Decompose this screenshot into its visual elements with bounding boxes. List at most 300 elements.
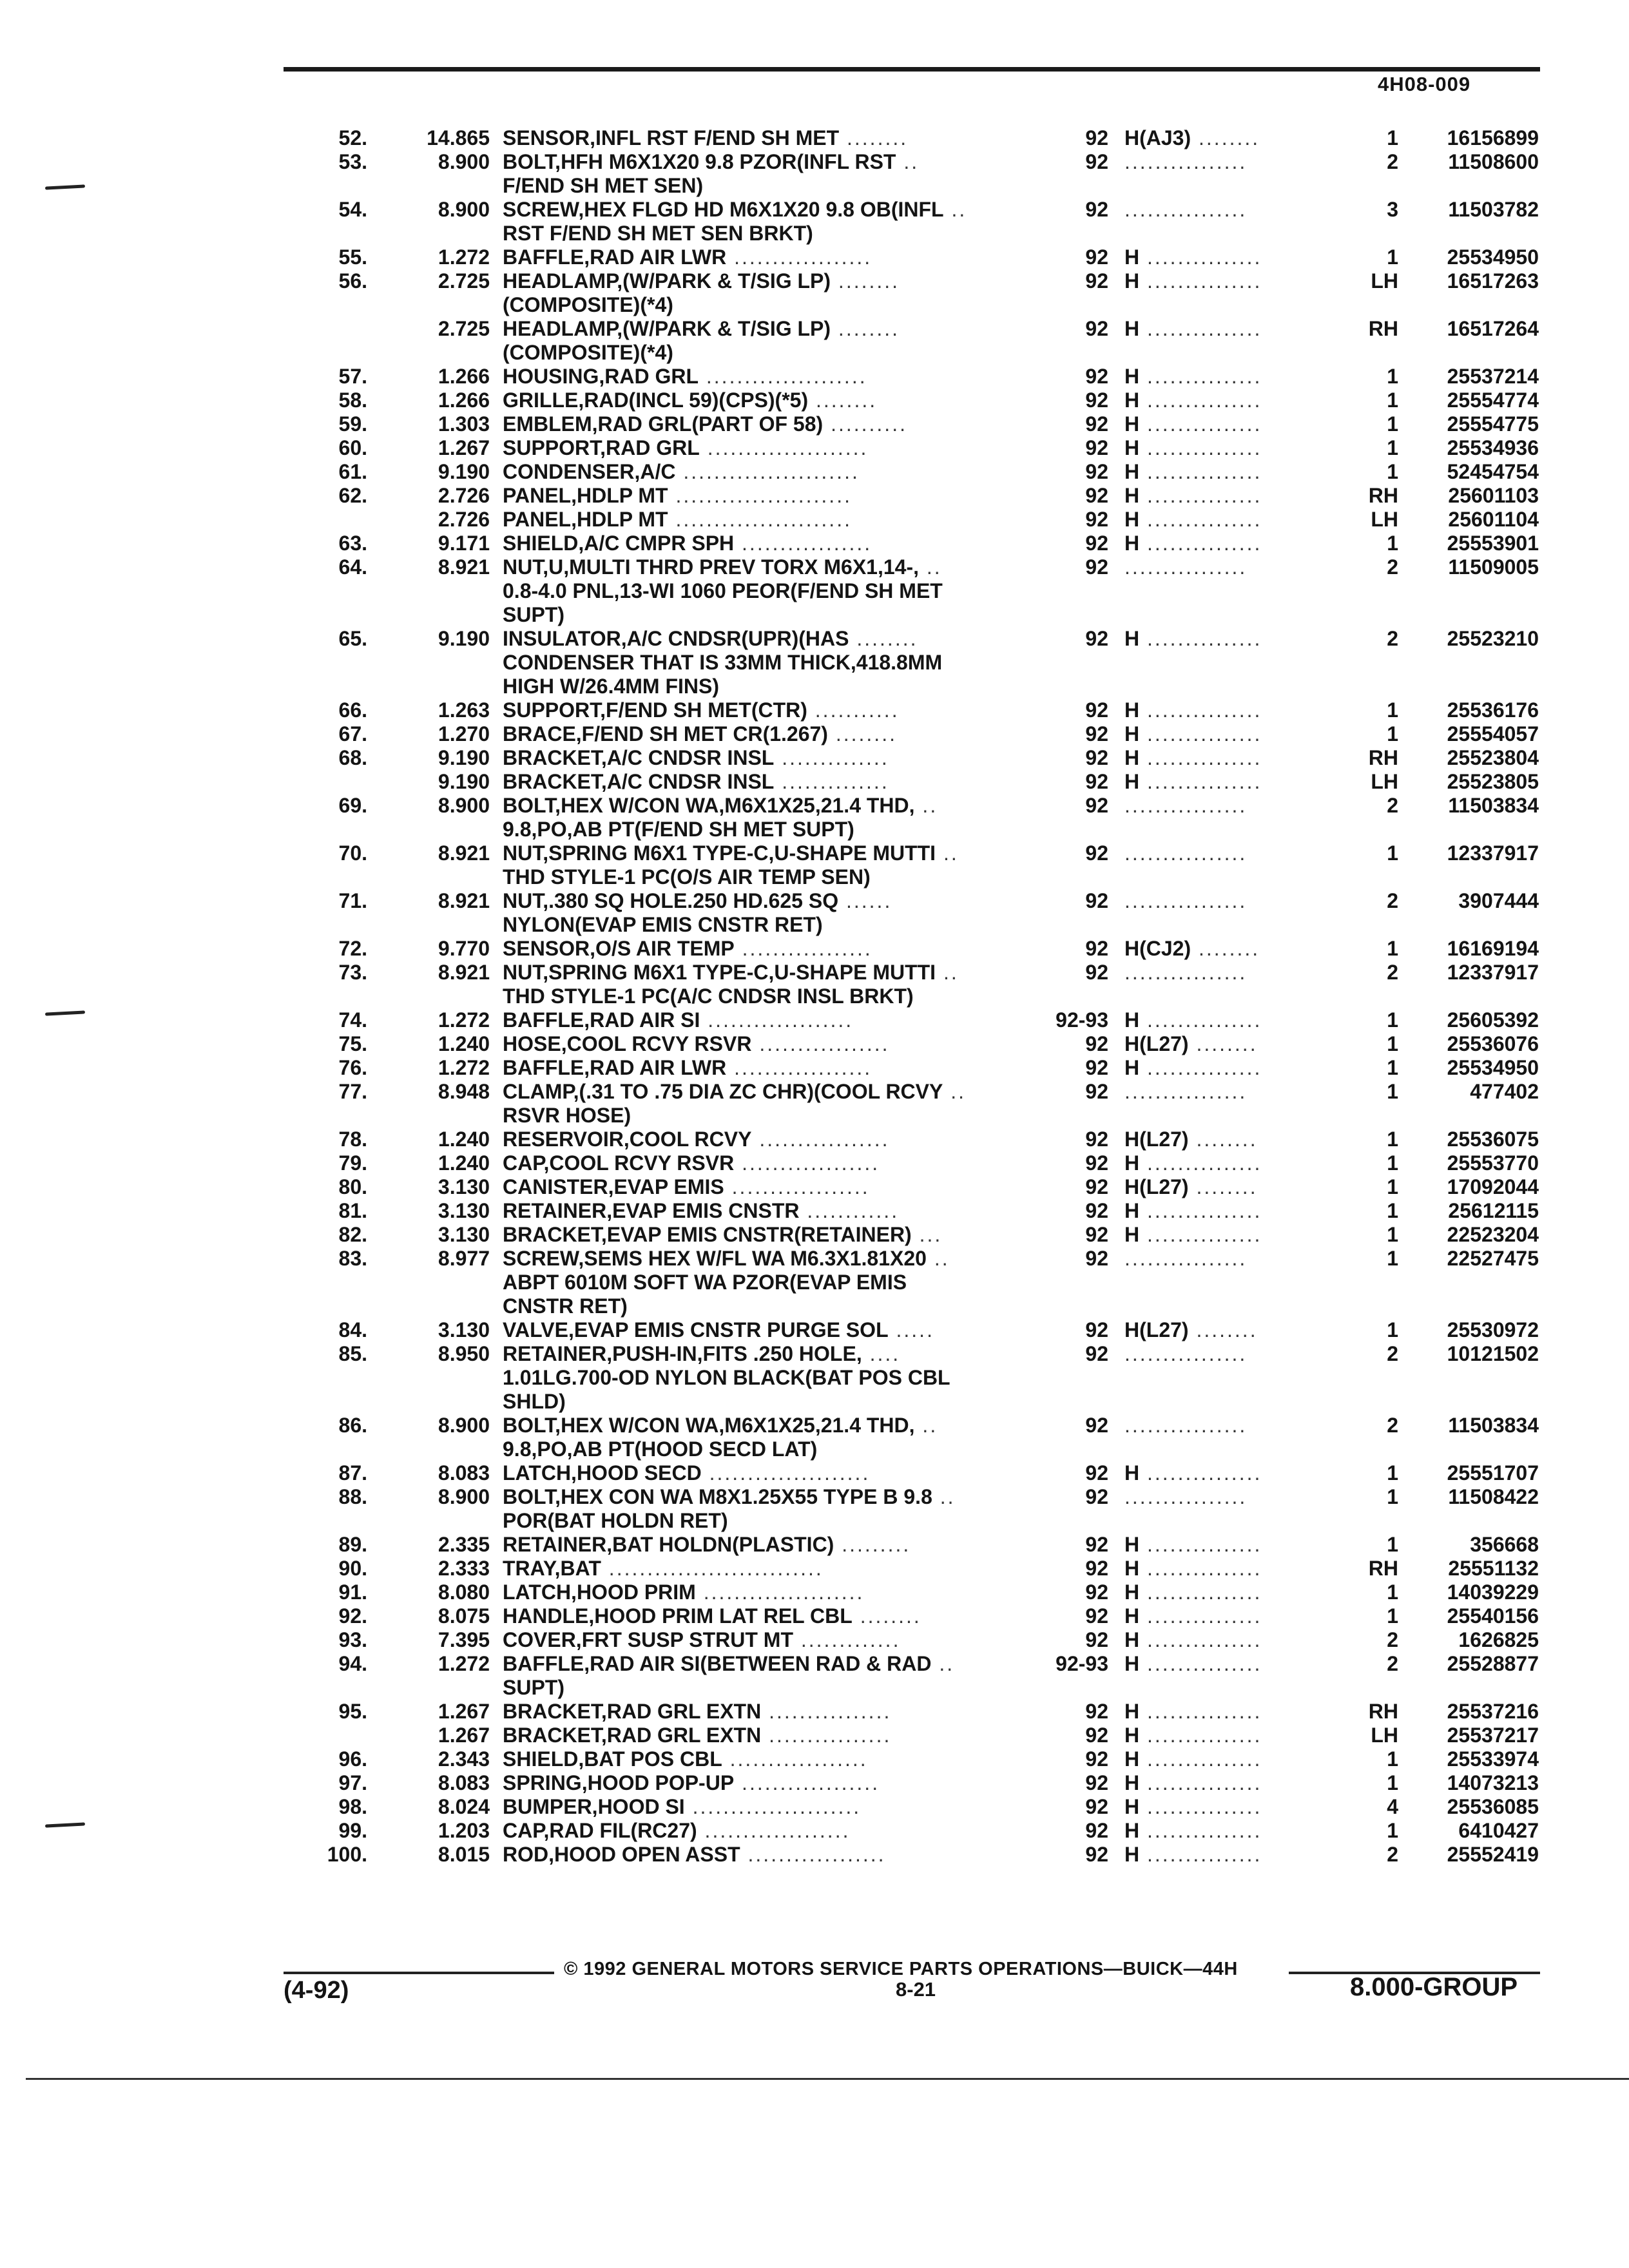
dot-leader: ............... [1139, 1461, 1262, 1485]
model-code [1124, 555, 1247, 579]
description [503, 460, 860, 484]
model-year: 92 [1085, 1843, 1108, 1866]
quantity: 1 [1387, 937, 1398, 960]
table-row [0, 484, 1629, 508]
description [503, 1724, 891, 1747]
item-number: 71. [338, 889, 367, 912]
item-number: 93. [338, 1628, 367, 1651]
table-row [0, 1414, 1629, 1437]
table-row [0, 818, 1629, 841]
group-number: 1.270 [438, 722, 490, 745]
part-number: 25540156 [1447, 1604, 1539, 1628]
model-code [1124, 722, 1262, 746]
dot-leader: ........ [1188, 1128, 1258, 1151]
footer-rule [284, 1972, 554, 1974]
model-code [1124, 269, 1262, 293]
item-number: 52. [338, 126, 367, 149]
table-row [0, 1199, 1629, 1223]
model-code [1124, 412, 1262, 436]
quantity: 1 [1387, 841, 1398, 865]
part-number: 17092044 [1447, 1175, 1539, 1198]
table-row [0, 1509, 1629, 1533]
part-modifier: ,BAT HOLDN(PLASTIC) [606, 1533, 834, 1556]
table-row [0, 675, 1629, 698]
quantity: 3 [1387, 198, 1398, 221]
description [503, 1008, 853, 1032]
model-year: 92 [1085, 1056, 1108, 1079]
part-noun: SCREW [503, 198, 579, 221]
group-number: 1.272 [438, 1056, 490, 1079]
model-year: 92 [1085, 555, 1108, 579]
description [503, 1080, 966, 1104]
description [503, 1533, 911, 1557]
quantity: 1 [1387, 389, 1398, 412]
part-number: 25537217 [1447, 1724, 1539, 1747]
part-noun: BOLT [503, 1485, 555, 1508]
dot-leader: ...... [838, 889, 892, 912]
part-noun: CAP [503, 1819, 544, 1842]
quantity: 1 [1387, 532, 1398, 555]
part-noun: SENSOR [503, 126, 590, 149]
model-code [1124, 317, 1262, 341]
part-modifier: ,.380 SQ HOLE.250 HD.625 SQ [543, 889, 839, 912]
dot-leader: ............... [1139, 412, 1262, 436]
item-number: 91. [338, 1581, 367, 1604]
model-year: 92 [1085, 412, 1108, 436]
part-noun: BRACE [503, 722, 576, 745]
model-code [1124, 1414, 1247, 1437]
model-code-text: H [1124, 722, 1140, 745]
model-year: 92 [1085, 1199, 1108, 1222]
quantity: 2 [1387, 1342, 1398, 1365]
model-code-text: H [1124, 412, 1140, 436]
part-number: 25554775 [1447, 412, 1539, 436]
part-modifier: ,COOL RCVY RSVR [543, 1151, 735, 1175]
model-year: 92 [1085, 1461, 1108, 1485]
item-number: 79. [338, 1151, 367, 1175]
part-modifier: 0.8-4.0 PNL,13-WI 1060 PEOR(F/END SH MET [503, 579, 943, 602]
part-number: 52454754 [1447, 460, 1539, 483]
model-year: 92 [1085, 1747, 1108, 1771]
table-row [0, 889, 1629, 913]
dot-leader: .. [931, 1652, 955, 1675]
table-row [0, 698, 1629, 722]
group-number: 9.190 [438, 746, 490, 769]
model-year: 92 [1085, 532, 1108, 555]
group-number: 1.263 [438, 698, 490, 722]
part-number: 14073213 [1447, 1771, 1539, 1794]
table-row [0, 436, 1629, 460]
table-row [0, 1843, 1629, 1867]
model-code [1124, 1581, 1262, 1604]
quantity: 1 [1387, 1056, 1398, 1079]
part-noun: SCREW [503, 1247, 579, 1270]
dot-leader: .................. [726, 1056, 872, 1079]
item-number: 90. [338, 1557, 367, 1580]
part-modifier: ,RAD GRL EXTN [601, 1724, 762, 1747]
item-number: 89. [338, 1533, 367, 1556]
part-noun: SHIELD [503, 532, 579, 555]
dot-leader: ................... [697, 1819, 851, 1842]
dot-leader: .. [936, 841, 959, 865]
part-modifier: ABPT 6010M SOFT WA PZOR(EVAP EMIS [503, 1271, 907, 1294]
part-number: 16169194 [1447, 937, 1539, 960]
bottom-line [26, 2078, 1629, 2080]
description [503, 1485, 956, 1509]
model-code [1124, 1175, 1258, 1199]
dot-leader: ............... [1139, 1724, 1262, 1747]
page-number: 8-21 [896, 1978, 936, 2001]
dot-leader: ............... [1139, 1652, 1262, 1675]
table-row [0, 341, 1629, 365]
part-number: 25523805 [1447, 770, 1539, 793]
part-modifier: ,EVAP EMIS CNSTR(RETAINER) [601, 1223, 912, 1246]
model-year: 92 [1085, 1223, 1108, 1246]
dot-leader: ................ [1124, 1414, 1248, 1437]
model-year: 92 [1085, 841, 1108, 865]
dot-leader: ............... [1139, 389, 1262, 412]
description [503, 1461, 870, 1485]
item-number: 61. [338, 460, 367, 483]
table-row [0, 651, 1629, 675]
part-modifier: ,A/C CNDSR INSL [601, 746, 775, 769]
group-number: 1.267 [438, 436, 490, 459]
model-code-text: H [1124, 1700, 1140, 1723]
group-number: 8.950 [438, 1342, 490, 1365]
model-code [1124, 1819, 1262, 1843]
part-modifier: RSVR HOSE) [503, 1104, 631, 1127]
table-row [0, 198, 1629, 222]
model-code-text: H [1124, 1581, 1140, 1604]
part-number: 22523204 [1447, 1223, 1539, 1246]
part-noun: CONDENSER [503, 460, 635, 483]
part-modifier: ,HOOD OPEN ASST [548, 1843, 740, 1866]
part-modifier: 1.01LG.700-OD NYLON BLACK(BAT POS CBL [503, 1366, 950, 1389]
part-modifier: ,A/C [634, 460, 676, 483]
description [503, 341, 673, 365]
part-modifier: ,A/C CMPR SPH [578, 532, 735, 555]
part-modifier: NYLON(EVAP EMIS CNSTR RET) [503, 913, 823, 936]
part-noun: BRACKET [503, 746, 601, 769]
part-noun: RETAINER [503, 1199, 607, 1222]
part-noun: HANDLE [503, 1604, 589, 1628]
part-noun: SUPPORT [503, 698, 601, 722]
group-number: 3.130 [438, 1318, 490, 1341]
table-row [0, 317, 1629, 341]
quantity: LH [1371, 508, 1398, 531]
dot-leader: ........ [839, 126, 909, 149]
group-number: 2.725 [438, 317, 490, 340]
table-row [0, 937, 1629, 961]
dot-leader: .. [914, 794, 938, 817]
description [503, 1390, 566, 1414]
part-modifier: F/END SH MET SEN) [503, 174, 704, 197]
group-number: 2.343 [438, 1747, 490, 1771]
page-id: 4H08-009 [1378, 73, 1471, 95]
group-number: 9.190 [438, 627, 490, 650]
model-year: 92 [1085, 1795, 1108, 1818]
model-year: 92 [1085, 365, 1108, 388]
dot-leader: ............... [1139, 460, 1262, 483]
model-year: 92 [1085, 1628, 1108, 1651]
model-code-text: H [1124, 1724, 1140, 1747]
dot-leader: .............. [774, 746, 889, 769]
part-number: 25551132 [1448, 1557, 1539, 1580]
part-number: 25601104 [1448, 508, 1539, 531]
group-number: 1.266 [438, 365, 490, 388]
dot-leader: ............... [1139, 627, 1262, 650]
table-row [0, 1247, 1629, 1271]
part-number: 25554774 [1447, 389, 1539, 412]
group-number: 1.267 [438, 1724, 490, 1747]
part-modifier: ,A/C CNDSR INSL [601, 770, 775, 793]
model-year: 92-93 [1055, 1008, 1108, 1032]
part-number: 25552419 [1447, 1843, 1539, 1866]
part-modifier: ,RAD AIR SI(BETWEEN RAD & RAD [584, 1652, 932, 1675]
part-modifier: (COMPOSITE)(*4) [503, 293, 673, 316]
part-modifier: ,COOL RCVY RSVR [561, 1032, 752, 1055]
part-noun: CANISTER [503, 1175, 608, 1198]
part-noun: NUT [503, 555, 543, 579]
quantity: 1 [1387, 1175, 1398, 1198]
item-number: 66. [338, 698, 367, 722]
part-noun: SHIELD [503, 1747, 579, 1771]
quantity: 1 [1387, 1247, 1398, 1270]
table-row [0, 1318, 1629, 1342]
part-number: 25536075 [1447, 1128, 1539, 1151]
model-code-text: H [1124, 1843, 1140, 1866]
item-number: 77. [338, 1080, 367, 1103]
dot-leader: ........ [1188, 1175, 1258, 1198]
model-code-text: H [1124, 698, 1140, 722]
group-number: 8.900 [438, 1485, 490, 1508]
part-modifier: ,SPRING M6X1 TYPE-C,U-SHAPE MUTTI [543, 961, 936, 984]
model-code [1124, 1652, 1262, 1676]
item-number: 63. [338, 532, 367, 555]
part-number: 16517264 [1447, 317, 1539, 340]
part-modifier: ,RAD AIR SI [584, 1008, 700, 1032]
dot-leader: ....................... [668, 508, 852, 531]
quantity: 1 [1387, 1581, 1398, 1604]
description [503, 1199, 899, 1223]
description [503, 150, 919, 174]
part-number: 11509005 [1448, 555, 1539, 579]
model-code [1124, 1056, 1262, 1080]
description [503, 746, 889, 770]
part-noun: BRACKET [503, 1700, 601, 1723]
model-code-text: H [1124, 484, 1140, 507]
dot-leader: ............... [1139, 1628, 1262, 1651]
model-year: 92 [1085, 484, 1108, 507]
part-number: 11503782 [1448, 198, 1539, 221]
model-code [1124, 1700, 1262, 1724]
part-modifier: SUPT) [503, 603, 564, 626]
dot-leader: ........... [807, 698, 900, 722]
item-number: 78. [338, 1128, 367, 1151]
part-modifier: ,RAD GRL EXTN [601, 1700, 762, 1723]
dot-leader: ............... [1139, 365, 1262, 388]
model-code-text: H [1124, 1628, 1140, 1651]
table-row [0, 1581, 1629, 1604]
dot-leader: ............... [1139, 1223, 1262, 1246]
part-modifier: ,HEX W/CON WA,M6X1X25,21.4 THD, [555, 794, 915, 817]
quantity: 1 [1387, 1771, 1398, 1794]
part-noun: CAP [503, 1151, 544, 1175]
model-year: 92 [1085, 269, 1108, 293]
dot-leader: .. [936, 961, 959, 984]
quantity: LH [1371, 1724, 1398, 1747]
dot-leader: ................ [1124, 1485, 1248, 1508]
dot-leader: ............... [1139, 1700, 1262, 1723]
copyright-notice: © 1992 GENERAL MOTORS SERVICE PARTS OPERATIONS—BUICK—44H [564, 1959, 1238, 1979]
dot-leader: .............. [774, 770, 889, 793]
model-code-text: H [1124, 269, 1140, 293]
model-year: 92 [1085, 1557, 1108, 1580]
table-row [0, 1128, 1629, 1151]
model-code-text: H [1124, 1056, 1140, 1079]
description [503, 269, 900, 293]
dot-leader: .. [943, 198, 967, 221]
dot-leader: ................ [1124, 1080, 1248, 1103]
table-row [0, 293, 1629, 317]
description [503, 1652, 954, 1676]
model-code-text: H [1124, 1795, 1140, 1818]
top-rule [284, 67, 1540, 72]
dot-leader: ......... [834, 1533, 911, 1556]
part-number: 25534936 [1447, 436, 1539, 459]
item-number: 67. [338, 722, 367, 745]
description [503, 1104, 631, 1128]
group-number: 1.272 [438, 1008, 490, 1032]
description [503, 889, 892, 913]
model-code [1124, 508, 1262, 532]
dot-leader: .................. [724, 1175, 870, 1198]
model-code-text: H [1124, 627, 1140, 650]
part-noun: VALVE [503, 1318, 568, 1341]
quantity: 1 [1387, 1318, 1398, 1341]
table-row [0, 1390, 1629, 1414]
model-code [1124, 198, 1247, 222]
table-row [0, 794, 1629, 818]
model-year: 92 [1085, 722, 1108, 745]
item-number: 99. [338, 1819, 367, 1842]
dot-leader: ............... [1139, 746, 1262, 769]
description [503, 1342, 900, 1366]
part-noun: RETAINER [503, 1342, 607, 1365]
group-number: 2.726 [438, 508, 490, 531]
dot-leader: .................. [734, 1771, 880, 1794]
model-code-text: H [1124, 1819, 1140, 1842]
quantity: 1 [1387, 245, 1398, 269]
dot-leader: .................. [722, 1747, 868, 1771]
model-code-text: H [1124, 770, 1140, 793]
model-code-text: H [1124, 1008, 1140, 1032]
description [503, 1318, 934, 1342]
description [503, 555, 942, 579]
table-row [0, 1604, 1629, 1628]
description [503, 245, 872, 269]
model-code [1124, 889, 1247, 913]
part-noun: HEADLAMP [503, 317, 617, 340]
dot-leader: ... [911, 1223, 943, 1246]
model-code-text: H [1124, 1199, 1140, 1222]
dot-leader: .................. [734, 1151, 880, 1175]
item-number: 84. [338, 1318, 367, 1341]
description [503, 1271, 907, 1294]
dot-leader: ............... [1139, 1581, 1262, 1604]
part-noun: PANEL [503, 508, 572, 531]
item-number: 98. [338, 1795, 367, 1818]
model-code [1124, 770, 1262, 794]
description [503, 985, 914, 1008]
part-modifier: CNSTR RET) [503, 1294, 628, 1318]
description [503, 1175, 870, 1199]
model-code-text: H [1124, 1151, 1140, 1175]
part-modifier: RST F/END SH MET SEN BRKT) [503, 222, 813, 245]
quantity: 1 [1387, 1747, 1398, 1771]
model-code-text: H [1124, 1771, 1140, 1794]
dot-leader: ............... [1139, 698, 1262, 722]
quantity: 1 [1387, 412, 1398, 436]
quantity: 1 [1387, 1223, 1398, 1246]
model-code [1124, 1461, 1262, 1485]
quantity: 1 [1387, 1604, 1398, 1628]
description [503, 722, 897, 746]
model-year: 92 [1085, 1414, 1108, 1437]
part-number: 25523804 [1447, 746, 1539, 769]
item-number: 70. [338, 841, 367, 865]
part-modifier: ,RAD FIL(RC27) [543, 1819, 697, 1842]
table-row [0, 365, 1629, 389]
part-modifier: ,HOOD POP-UP [581, 1771, 735, 1794]
table-row [0, 1700, 1629, 1724]
dot-leader: ........ [1191, 126, 1260, 149]
table-row [0, 460, 1629, 484]
description [503, 794, 938, 818]
quantity: 1 [1387, 1199, 1398, 1222]
group-number: 9.171 [438, 532, 490, 555]
part-number: 25553901 [1447, 532, 1539, 555]
table-row [0, 865, 1629, 889]
dot-leader: .... [862, 1342, 901, 1365]
part-modifier: ,EVAP EMIS CNSTR [606, 1199, 800, 1222]
part-modifier: ,F/END SH MET(CTR) [600, 698, 807, 722]
table-row [0, 1557, 1629, 1581]
part-modifier: THD STYLE-1 PC(O/S AIR TEMP SEN) [503, 865, 871, 889]
group-number: 1.272 [438, 245, 490, 269]
part-modifier: ,FRT SUSP STRUT MT [575, 1628, 793, 1651]
quantity: 2 [1387, 961, 1398, 984]
part-number: 25533974 [1447, 1747, 1539, 1771]
part-noun: EMBLEM [503, 412, 592, 436]
model-year: 92 [1085, 1533, 1108, 1556]
part-number: 11503834 [1448, 1414, 1539, 1437]
model-year: 92 [1085, 1151, 1108, 1175]
item-number: 73. [338, 961, 367, 984]
model-year: 92 [1085, 961, 1108, 984]
model-year: 92 [1085, 794, 1108, 817]
group-number: 8.948 [438, 1080, 490, 1103]
parts-list [0, 126, 1629, 1867]
table-row [0, 1628, 1629, 1652]
item-number: 55. [338, 245, 367, 269]
group-number: 9.190 [438, 460, 490, 483]
part-number: 25536176 [1447, 698, 1539, 722]
model-code-text: H [1124, 508, 1140, 531]
model-code [1124, 841, 1247, 865]
dot-leader: .................. [740, 1843, 886, 1866]
description [503, 1604, 921, 1628]
